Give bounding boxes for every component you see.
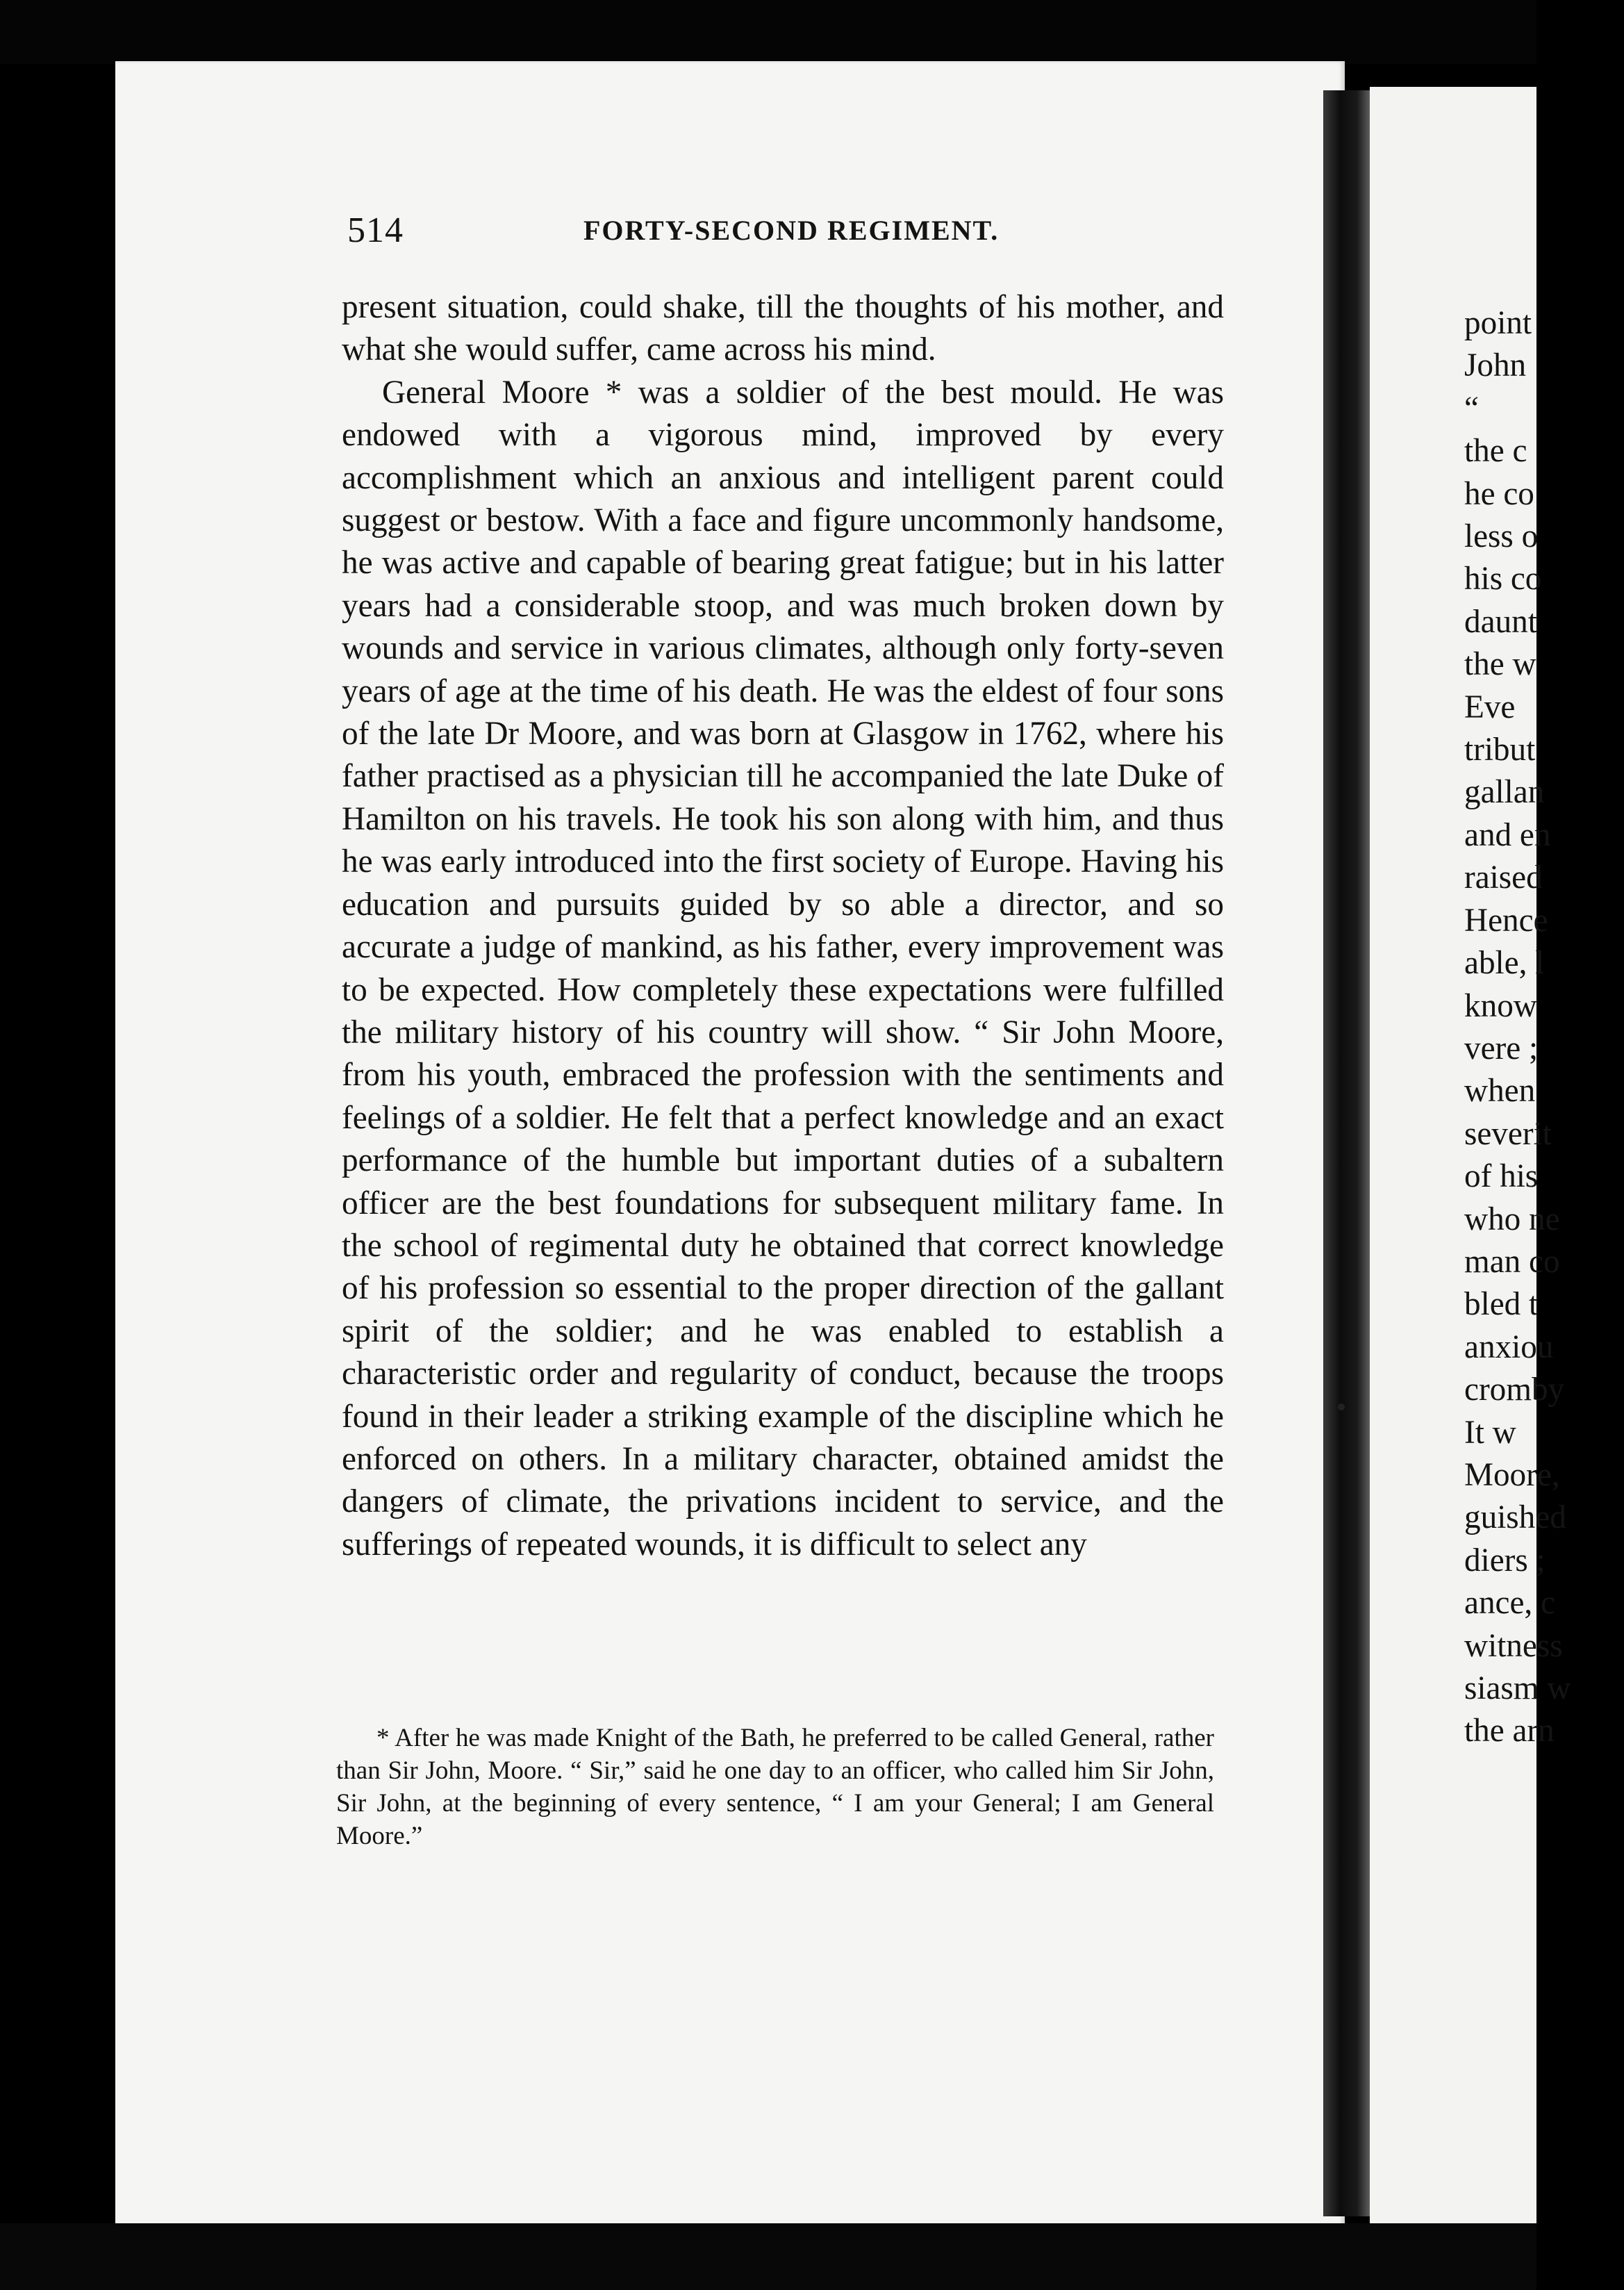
- facing-page-line: bled t: [1464, 1286, 1539, 1323]
- facing-page-line: It w: [1464, 1414, 1516, 1451]
- running-head-title: FORTY-SECOND REGIMENT.: [583, 215, 1000, 246]
- facing-page-line: severit: [1464, 1115, 1552, 1152]
- facing-page-line: and en: [1464, 816, 1551, 853]
- facing-page-line: Eve: [1464, 689, 1516, 725]
- paragraph-general-moore: General Moore * was a soldier of the best mould. He was endowed with a vigorous mind, improved by every accomplishment which an anxious and intelligent parent could suggest or bestow. With a face and figure uncommonly handsome, he was active and capable of bearing great fatigue; but in his latter years had a considerable stoop, and was much broken down by wounds and service in various climates, although only forty-seven years of age at the time of his death. He was the eldest of four sons of the late Dr Moore, and was born at Glasgow in 1762, where his father practised as a physician till he accompanied the late Duke of Hamilton on his travels. He took his son along with him, and thus he was early introduced into the first society of Europe. Having his education and pursuits guided by so able a director, and so accurate a judge of mankind, as his father, every improvement was to be expected. How completely these expectations were fulfilled the military history of his country will show. “ Sir John Moore, from his youth, embraced the profession with the sentiments and feelings of a soldier. He felt that a perfect knowledge and an exact performance of the humble but important duties of a subaltern officer are the best foundations for subsequent military fame. In the school of regimental duty he obtained that correct knowledge of his profession so essential to the proper direction of the gallant spirit of the soldier; and he was enabled to establish a characteristic order and regularity of conduct, because the troops found in their leader a striking example of the discipline which he enforced on others. In a military character, obtained amidst the dangers of climate, the privations incident to service, and the sufferings of repeated wounds, it is difficult to select any: [342, 374, 1224, 1563]
- facing-page-line: man co: [1464, 1243, 1560, 1280]
- body-text: [342, 286, 1224, 1566]
- facing-page-line: able, l: [1464, 945, 1545, 982]
- facing-page-line: he co: [1464, 475, 1534, 512]
- facing-page-line: diers ;: [1464, 1542, 1546, 1579]
- facing-page-line: less o: [1464, 518, 1539, 555]
- facing-page-line: anxiou: [1464, 1328, 1554, 1365]
- facing-page-line: point: [1464, 305, 1532, 341]
- facing-page-line: ance, c: [1464, 1585, 1555, 1622]
- scan-border-bottom: [0, 2223, 1536, 2290]
- facing-page-line: daunt: [1464, 603, 1537, 640]
- facing-page-line: of his: [1464, 1158, 1539, 1195]
- facing-page-line: his co: [1464, 561, 1542, 598]
- facing-page-line: when: [1464, 1073, 1536, 1110]
- facing-page-line: raised: [1464, 859, 1543, 896]
- footnote: [336, 1722, 1214, 1852]
- stray-mark: [1338, 1403, 1345, 1410]
- facing-page-line: who ne: [1464, 1201, 1560, 1237]
- facing-page-line: the c: [1464, 433, 1527, 470]
- facing-page-line: the w: [1464, 646, 1536, 683]
- facing-page-line: “: [1464, 390, 1479, 427]
- running-header: [347, 210, 1250, 258]
- facing-page-line: tribut: [1464, 732, 1536, 768]
- facing-page-line: Moore,: [1464, 1456, 1560, 1493]
- facing-page-line: gallan: [1464, 774, 1545, 811]
- facing-page-line: Hence: [1464, 902, 1548, 939]
- scan-border-top: [0, 0, 1536, 64]
- facing-page-line: cromby: [1464, 1371, 1565, 1408]
- book-gutter: [1323, 90, 1372, 2216]
- facing-page-line: siasm w: [1464, 1670, 1571, 1706]
- paragraph-continuation: present situation, could shake, till the thoughts of his mother, and what she would suffer, came across his mind.: [342, 289, 1224, 368]
- facing-page-line: witness: [1464, 1627, 1563, 1664]
- page-number: 514: [347, 211, 404, 250]
- facing-page-line: know: [1464, 987, 1537, 1024]
- footnote-text: * After he was made Knight of the Bath, he preferred to be called General, rather than Sir John, Moore. “ Sir,” said he one day to an officer, who called him Sir John, Sir John, at the beginning of every sentence, “ I am your General; I am General Moore.”: [336, 1724, 1214, 1850]
- facing-page-line: vere ;: [1464, 1030, 1539, 1066]
- facing-page-line: the arn: [1464, 1713, 1555, 1749]
- facing-page-line: John: [1464, 347, 1527, 384]
- facing-page-line: guished: [1464, 1499, 1566, 1536]
- facing-page-text: [1464, 302, 1624, 1753]
